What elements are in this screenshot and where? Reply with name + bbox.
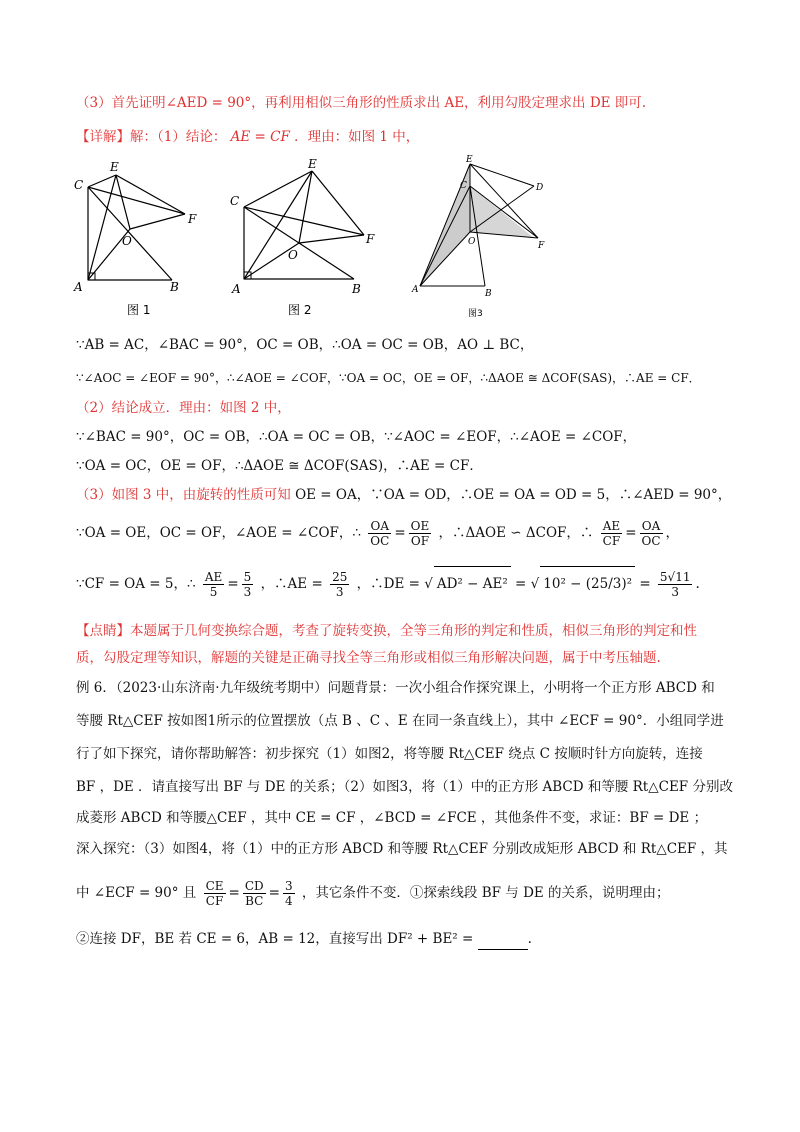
task-2: ②连接 DF，BE 若 CE = 6，AB = 12，直接写出 DF² + BE² =: [76, 931, 474, 947]
figure-3: [410, 152, 546, 320]
sqrt-ad-ae: AD² − AE²: [434, 566, 511, 601]
frac-den: CF: [205, 894, 224, 908]
equals-sign: =: [515, 576, 527, 592]
answer-blank: [478, 935, 528, 950]
comment-line-2: 质，勾股定理等知识，解题的关键是正确寻找全等三角形或相似三角形解决问题，属于中考压轴题.: [76, 650, 661, 666]
part-3-derivation: OE = OA，∵OA = OD，∴OE = OA = OD = 5，∴∠AED = 90°，: [295, 487, 732, 503]
reason-text: ．理由：如图 1 中，: [294, 129, 420, 145]
frac-num: OA: [368, 519, 391, 534]
comment-line-1: 【点睛】本题属于几何变换综合题，考查了旋转变换，全等三角形的判定和性质，相似三角形的判定和性: [76, 623, 697, 639]
example-6-line-3: 行了如下探究，请你帮助解答：初步探究（1）如图2，将等腰 Rt△CEF 绕点 C 按顺时针方向旋转，连接: [76, 746, 703, 762]
frac-num: OA: [640, 519, 663, 534]
example-6-line-5: 成菱形 ABCD 和等腰△CEF ，其中 CE = CF ，∠BCD = ∠FCE ，其他条件不变，求证：BF = DE ；: [76, 810, 708, 826]
fig2-label-F: F: [366, 232, 375, 246]
fig3-label-E: E: [466, 155, 473, 165]
frac-den: BC: [245, 894, 264, 908]
frac-den: 3: [243, 585, 252, 599]
fig1-label-B: B: [170, 280, 179, 294]
frac-den: 3: [671, 585, 680, 599]
fig2-caption: 图 2: [288, 303, 312, 317]
part-3-line-3: ∵CF = OA = 5，∴ $\frac{AE}{5}$ = $\frac{5}{3}$ ，∴AE = $\frac{25}{3}$ ，∴DE = √ AD² − AE² = √ 10² − (25/3)² = $\frac{5√11}{3}$ .: [76, 566, 700, 601]
part-3-line-2: ∵OA = OE，OC = OF，∠AOE = ∠COF，∴ $\frac{OA}{OC}$ = $\frac{OE}{OF}$ ，∴ΔAOE ∽ ΔCOF，∴ $\frac{AE}{CF}$ = $\frac{OA}{OC}$ ，: [76, 519, 680, 548]
frac-den: OC: [641, 534, 661, 548]
fraction-ae-cf: [601, 519, 623, 548]
part-3-line-1: [76, 484, 731, 506]
frac-num: AE: [601, 519, 623, 534]
proof-2-line-2: ∵OA = OC，OE = OF，∴ΔAOE ≅ ΔCOF(SAS)，∴AE = CF．: [76, 458, 483, 474]
task-1: ，其它条件不变．①探索线段 BF 与 DE 的关系，说明理由；: [301, 885, 670, 901]
fraction-ae-5: [203, 570, 224, 599]
fig3-label-O: O: [468, 237, 476, 247]
frac-num: CD: [244, 879, 264, 893]
fig1-label-O: O: [122, 234, 132, 248]
fraction-ce-cf: [204, 879, 226, 908]
fig2-label-B: B: [352, 282, 361, 296]
equals-sign-2: =: [639, 576, 651, 592]
cf-equality: ∵CF = OA = 5，∴: [76, 576, 196, 592]
fig3-label-F: F: [538, 241, 545, 251]
fraction-oa-oc-2: [640, 519, 663, 548]
solution-step-3-hint: （3）首先证明∠AED = 90°，再利用相似三角形的性质求出 AE，利用勾股定理求出 DE 即可.: [76, 95, 647, 111]
frac-den: OC: [370, 534, 390, 548]
fig1-label-F: F: [188, 212, 197, 226]
fraction-cd-bc: [243, 879, 266, 908]
frac-den: CF: [602, 534, 621, 548]
detail-label: 【详解】解：（1）结论：: [76, 129, 227, 145]
fig2-label-A: A: [232, 282, 241, 296]
frac-num: 25: [332, 570, 348, 584]
fraction-25-3: [330, 570, 349, 599]
period: .: [527, 931, 532, 947]
fraction-5-3: [242, 570, 254, 599]
part-3-heading: （3）如图 3 中，由旋转的性质可知: [76, 487, 291, 503]
fig1-label-C: C: [74, 178, 84, 192]
proof-2-line-1: ∵∠BAC = 90°，OC = OB，∴OA = OC = OB，∵∠AOC = ∠EOF，∴∠AOE = ∠COF，: [76, 429, 637, 445]
sqrt-numeric: 10² − (25/3)²: [540, 566, 635, 601]
example-6-line-7: 中 ∠ECF = 90° 且 $\frac{CE}{CF}$ = $\frac{CD}{BC}$ = $\frac{3}{4}$ ，其它条件不变．①探索线段 BF 与 DE 的关系，说明理由；: [76, 879, 670, 908]
figure-2: [226, 157, 378, 320]
figure-1: [72, 157, 206, 320]
frac-den: 4: [284, 894, 293, 908]
fig3-label-B: B: [485, 289, 492, 299]
conclusion-formula: AE = CF: [230, 129, 290, 145]
fig1-caption: 图 1: [127, 303, 151, 317]
fig2-label-C: C: [230, 194, 240, 208]
fraction-3-4: [283, 879, 295, 908]
fig3-label-C: C: [460, 181, 467, 191]
ae-result-label: ，∴AE =: [260, 576, 323, 592]
example-6-line-8: [76, 928, 532, 950]
example-6-line-2: 等腰 Rt△CEF 按如图1所示的位置摆放（点 B 、C 、E 在同一条直线上），其中 ∠ECF = 90°．小组同学进: [76, 713, 724, 729]
de-result-label: ，∴DE =: [356, 576, 420, 592]
frac-den: 5: [209, 585, 218, 599]
fig1-label-E: E: [110, 160, 119, 174]
frac-num: OE: [410, 519, 430, 533]
proof-1-line-1: ∵AB = AC，∠BAC = 90°，OC = OB，∴OA = OC = OB，AO ⊥ BC，: [76, 337, 534, 353]
frac-den: OF: [410, 534, 430, 548]
proof-1-line-2: ∵∠AOC = ∠EOF = 90°，∴∠AOE = ∠COF，∵OA = OC，OE = OF，∴ΔAOE ≅ ΔCOF(SAS)，∴AE = CF．: [76, 371, 701, 385]
frac-num: 5√11: [659, 570, 691, 584]
angle-condition: 中 ∠ECF = 90° 且: [76, 885, 197, 901]
frac-num: 5: [243, 570, 252, 584]
example-6-line-1: 例 6．（2023·山东济南·九年级统考期中）问题背景：一次小组合作探究课上，小明将一个正方形 ABCD 和: [76, 680, 715, 696]
fig3-caption: 图3: [468, 309, 483, 319]
fig2-label-O: O: [288, 248, 298, 262]
fig1-label-A: A: [74, 280, 83, 294]
frac-den: 3: [335, 585, 344, 599]
fraction-final: [658, 570, 693, 599]
example-6-line-4: BF ，DE ．请直接写出 BF 与 DE 的关系；（2）如图3，将（1）中的正方形 ABCD 和等腰 Rt△CEF 分别改: [76, 779, 733, 795]
detail-intro: [76, 126, 419, 148]
frac-num: AE: [204, 570, 223, 584]
fig3-label-A: A: [412, 285, 419, 295]
part-2-heading: （2）结论成立．理由：如图 2 中，: [76, 400, 291, 416]
fig3-label-D: D: [536, 183, 544, 193]
fig2-label-E: E: [308, 157, 317, 171]
example-6-line-6: 深入探究：（3）如图4，将（1）中的正方形 ABCD 和等腰 Rt△CEF 分别改成矩形 ABCD 和 Rt△CEF ，其: [76, 841, 728, 857]
fraction-oa-oc: [368, 519, 391, 548]
frac-num: CE: [205, 879, 224, 893]
similarity-premise: ∵OA = OE，OC = OF，∠AOE = ∠COF，∴: [76, 525, 361, 541]
frac-num: 3: [284, 879, 293, 893]
similarity-conclusion: ，∴ΔAOE ∽ ΔCOF，∴: [438, 525, 594, 541]
fraction-oe-of: [409, 519, 432, 548]
